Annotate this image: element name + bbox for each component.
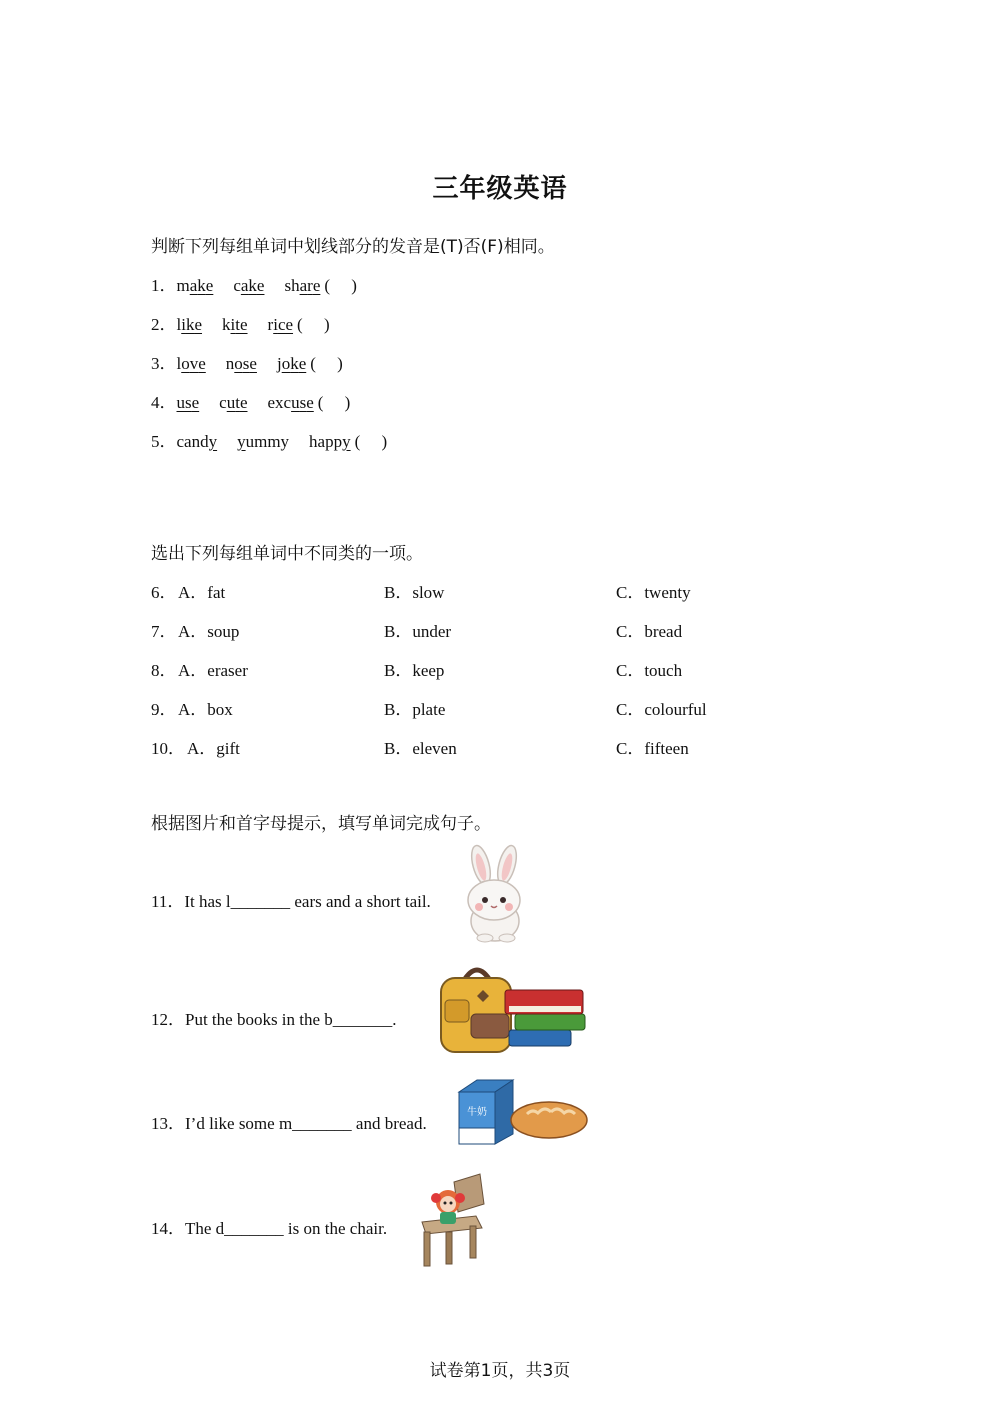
word [222,315,248,335]
word-part: m [176,276,190,295]
question-11: 11．It has l_______ ears and a short tail. [151,892,431,911]
word-part: k [248,276,257,295]
word-part: e [194,315,203,334]
option-a[interactable]: A．gift [187,739,240,758]
word-part: i [181,315,186,334]
option-b[interactable]: B．under [384,622,452,641]
option-a[interactable]: A．fat [178,583,226,602]
word-part: exc [267,393,292,412]
question-number: 2． [151,315,177,334]
word-part: k [222,315,231,334]
word-part: sh [284,276,300,295]
option-c[interactable]: C．twenty [616,583,691,602]
question-number: 3． [151,354,177,373]
pronunciation-question-4 [151,388,350,413]
word-part: u [226,393,236,412]
section1-instruction: 判断下列每组单词中划线部分的发音是(T)否(F)相同。 [151,237,555,257]
word [177,354,206,374]
word-part: o [281,354,291,373]
word-part: e [239,393,248,412]
word-part: k [185,315,195,334]
question-13: 13．I’d like some m_______ and bread. [151,1114,427,1133]
option-a[interactable]: A．eraser [178,661,248,680]
option-a[interactable]: A．soup [178,622,240,641]
word-part: r [307,276,313,295]
word-part: e [191,393,200,412]
option-c[interactable]: C．touch [616,661,683,680]
word [268,315,294,335]
word-part: a [299,276,308,295]
word [284,276,320,296]
answer-blank[interactable]: ( ) [297,315,330,334]
option-b[interactable]: B．eleven [384,739,457,758]
pronunciation-question-1 [151,271,357,296]
word-part: e [298,354,307,373]
question-14: 14．The d_______ is on the chair. [151,1219,388,1238]
word [233,276,264,296]
question-number: 6． [151,583,177,602]
word-part: n [225,354,235,373]
word-part: e [306,393,314,412]
milk-carton-label: 牛奶 [467,1107,487,1118]
option-b[interactable]: B．slow [384,583,445,602]
schoolbag-and-books-picture [425,960,595,1055]
word [177,315,203,335]
word-part: k [197,276,206,295]
word-part: t [235,393,240,412]
word-part: e [239,315,248,334]
pronunciation-question-3 [151,349,343,374]
word-part: e [256,276,265,295]
word [237,432,289,452]
word [226,354,257,374]
answer-blank[interactable]: ( ) [324,276,357,295]
answer-blank[interactable]: ( ) [354,432,388,451]
word-part: o [181,354,190,373]
word-part: t [235,315,240,334]
word-part: y [237,432,246,451]
word-part: s [299,393,307,412]
pronunciation-question-2 [151,310,330,335]
word-part: i [230,315,236,334]
word-part: c [233,276,241,295]
word [177,276,214,296]
option-c[interactable]: C．bread [616,622,683,641]
word-part: happ [309,432,343,451]
question-number: 7． [151,622,177,641]
word [268,393,314,413]
question-number: 10． [151,739,185,758]
word-part: a [240,276,249,295]
word-part: i [273,315,278,334]
option-b[interactable]: B．keep [384,661,445,680]
word-part: r [267,315,274,334]
doll-on-chair-picture [412,1170,492,1270]
word-part: u [291,393,300,412]
milk-and-bread-picture [455,1078,590,1148]
word-part: c [219,393,227,412]
pronunciation-question-5 [151,427,387,452]
word-part: e [205,276,214,295]
question-12: 12．Put the books in the b_______. [151,1010,397,1029]
word-part: cand [176,432,209,451]
word-part: e [249,354,257,373]
word-part: a [189,276,198,295]
word-part: ummy [245,432,290,451]
question-number: 9． [151,700,177,719]
rabbit-picture [455,843,535,943]
question-number: 8． [151,661,177,680]
word-part: k [290,354,299,373]
question-number: 4． [151,393,177,412]
word-part: e [198,354,206,373]
word-part: y [342,432,351,451]
option-c[interactable]: C．colourful [616,700,707,719]
word-part: y [208,432,218,451]
word-part: v [189,354,199,373]
option-b[interactable]: B．plate [384,700,446,719]
word [219,393,247,413]
word-part: s [242,354,250,373]
word-part: l [176,354,182,373]
word [177,432,218,452]
word-part: l [176,315,182,334]
word-part: j [276,354,282,373]
question-number: 1． [151,276,177,295]
answer-blank[interactable]: ( ) [310,354,343,373]
section3-instruction: 根据图片和首字母提示，填写单词完成句子。 [151,814,491,834]
word [177,393,200,413]
word-part: e [312,276,321,295]
word [277,354,306,374]
section2-instruction: 选出下列每组单词中不同类的一项。 [151,544,423,564]
word-part: s [185,393,192,412]
page-footer: 试卷第1页，共3页 [429,1361,571,1381]
word [309,432,351,452]
word-part: c [277,315,286,334]
option-c[interactable]: C．fifteen [616,739,689,758]
word-part: e [285,315,294,334]
page-title: 三年级英语 [432,174,568,204]
word-part: u [176,393,185,412]
question-number: 5． [151,432,177,451]
answer-blank[interactable]: ( ) [317,393,351,412]
word-part: o [234,354,243,373]
option-a[interactable]: A．box [178,700,233,719]
